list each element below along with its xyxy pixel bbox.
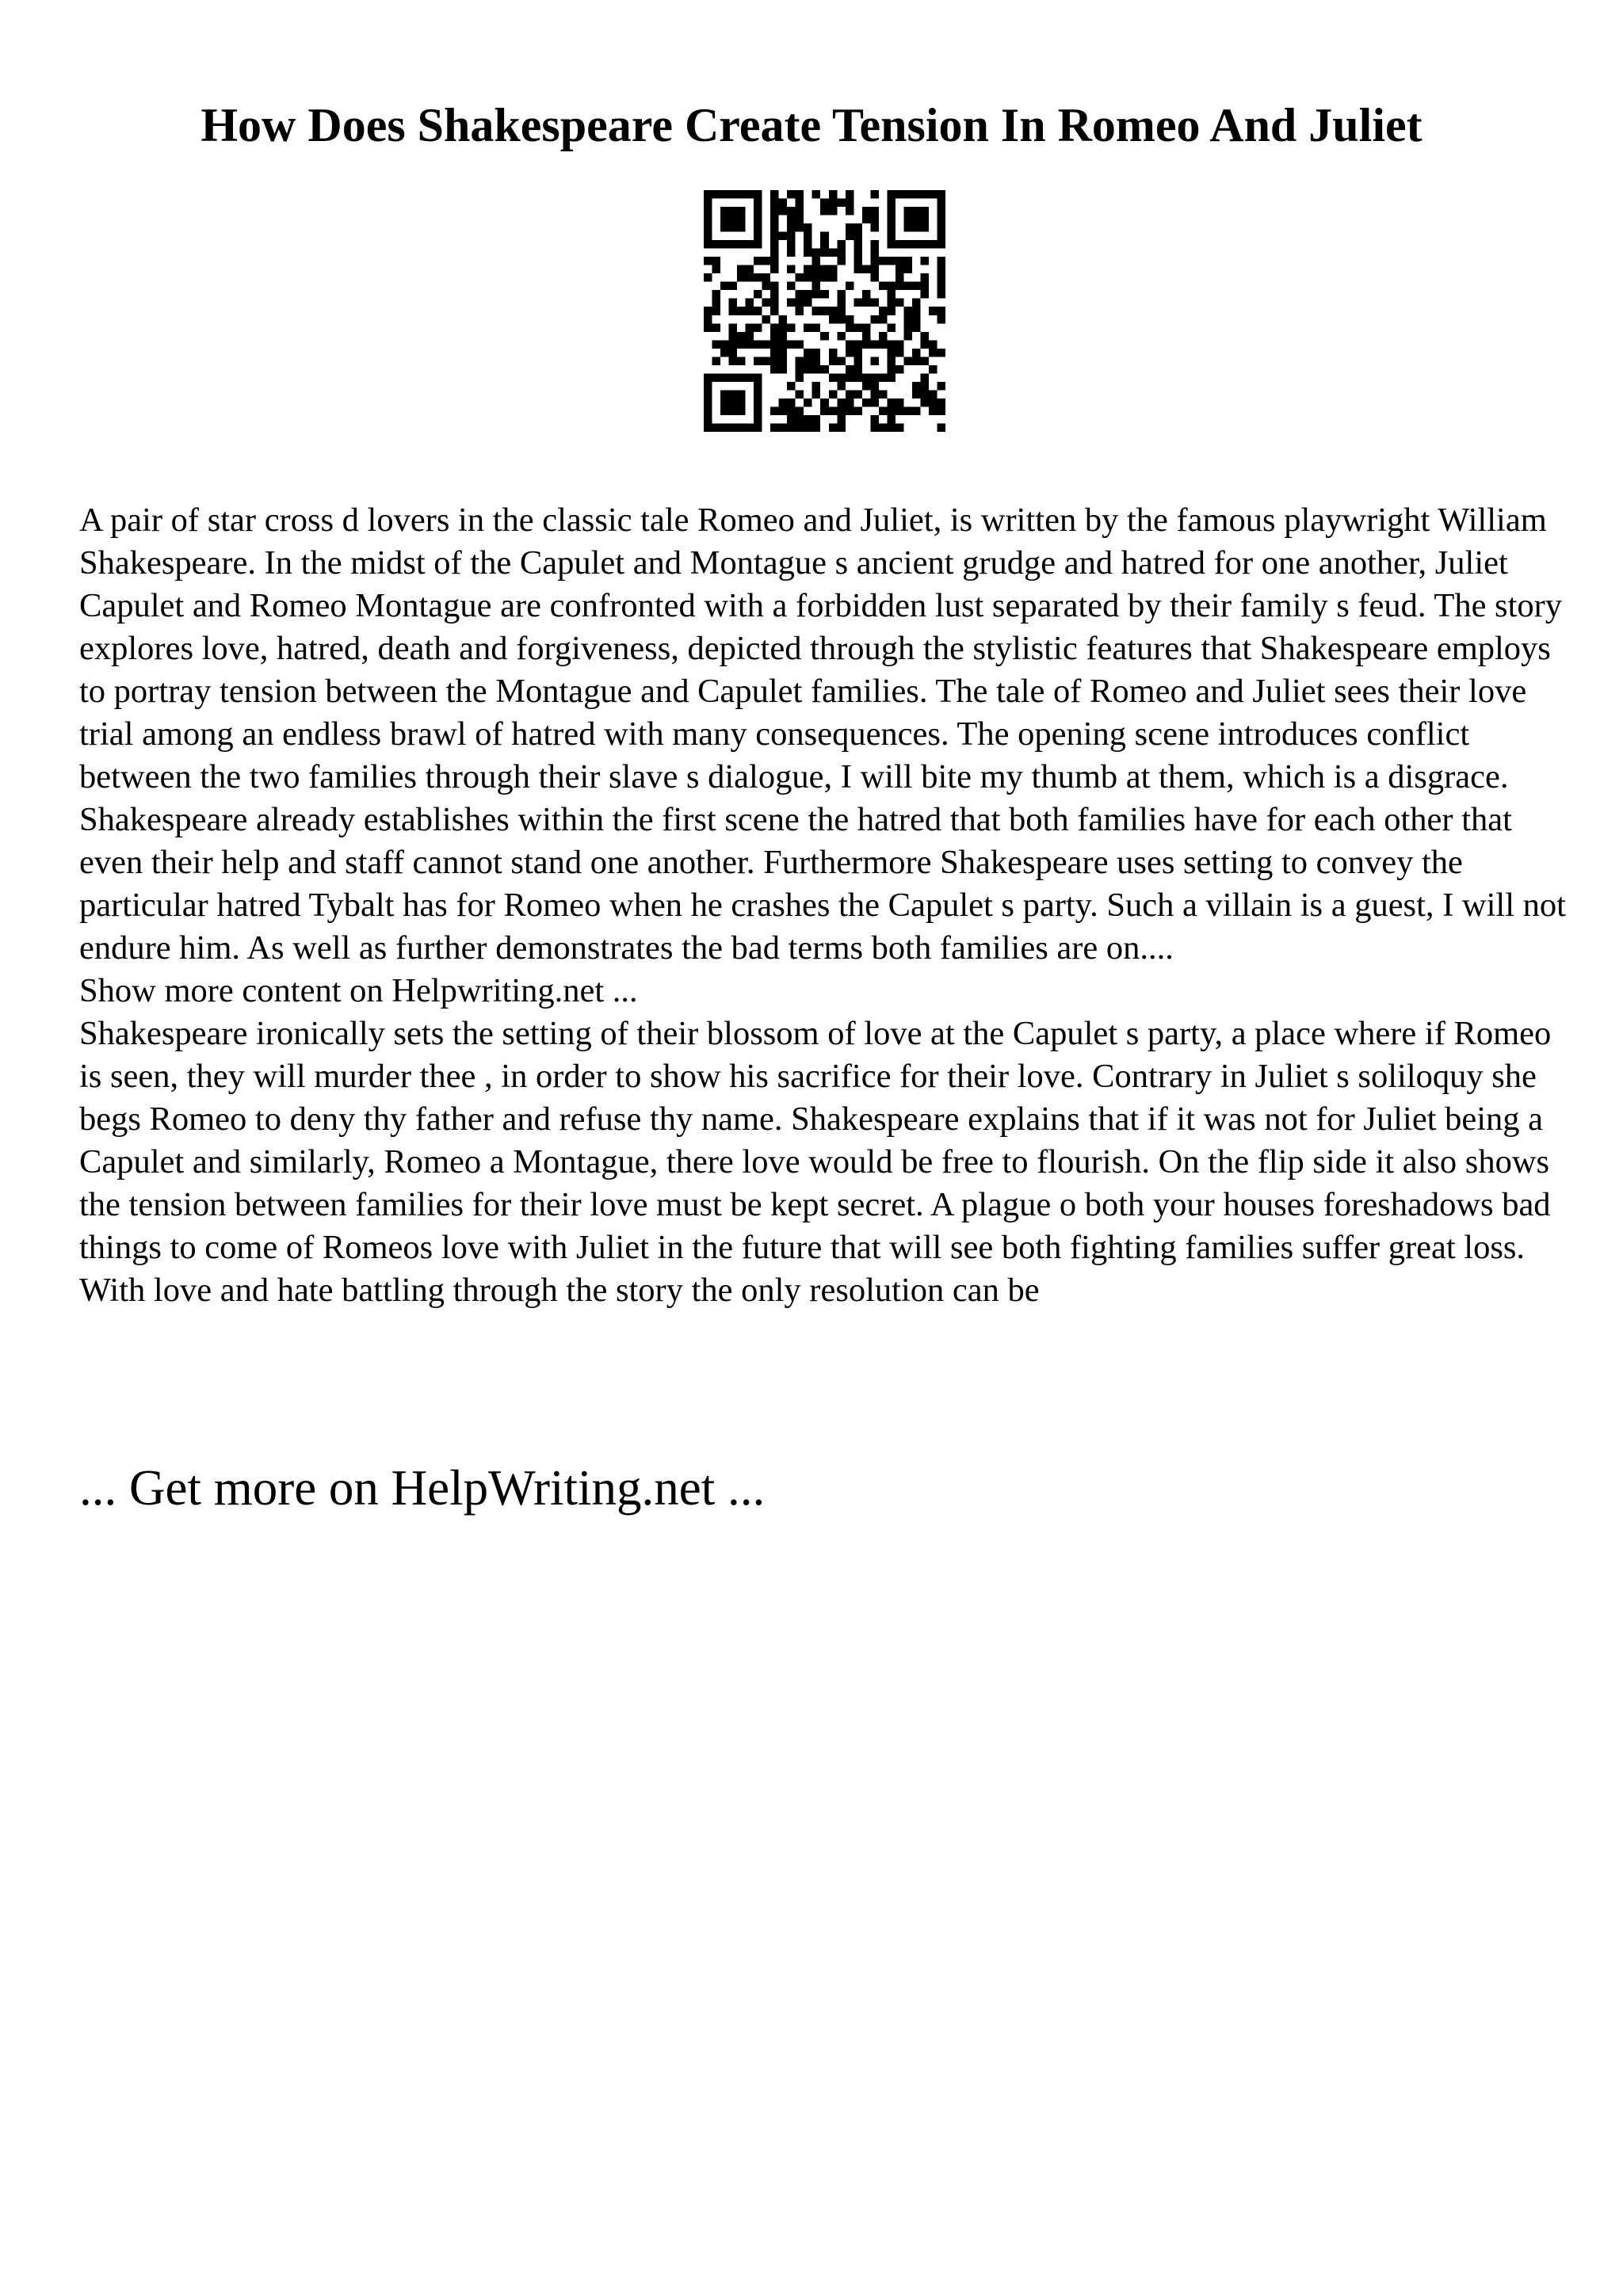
body-paragraph: Shakespeare ironically sets the setting of their blossom of love at the Capulet s party, a place where if Romeo is seen, they will murder thee , in order to show his sacrifice for their love. Contrary in Juliet s soliloquy she begs Romeo to deny thy father and refuse thy name. Shakespeare explains that if it was not for Juliet being a Capulet and similarly, Romeo a Montague, there love would be free to flourish. On the flip side it also shows the tension between families for their love must be kept secret. A plague o both your houses foreshadows bad things to come of Romeos love with Juliet in the future that will see both fighting families suffer great loss. With love and hate battling through the story the only resolution can be (79, 1015, 1552, 1309)
document-title: How Does Shakespeare Create Tension In Romeo And Juliet (200, 99, 1423, 151)
body-paragraph: A pair of star cross d lovers in the classic tale Romeo and Juliet, is written by the famous playwright William Shakespeare. In the midst of the Capulet and Montague s ancient grudge and hatred for one another, Juliet Capulet and Romeo Montague are confronted with a forbidden lust separated by their family s feud. The story explores love, hatred, death and forgiveness, depicted through the stylistic features that Shakespeare employs to portray tension between the Montague and Capulet families. The tale of Romeo and Juliet sees their love trial among an endless brawl of hatred with many consequences. The opening scene introduces conflict between the two families through their slave s dialogue, I will bite my thumb at them, which is a disgrace. Shakespeare already establishes within the first scene the hatred that both families have for each other that even their help and staff cannot stand one another. Furthermore Shakespeare uses setting to convey the particular hatred Tybalt has for Romeo when he crashes the Capulet s party. Such a villain is a guest, I will not endure him. As well as further demonstrates the bad terms both families are on.... (79, 502, 1566, 967)
show-more-link[interactable]: Show more content on Helpwriting.net ... (79, 972, 638, 1009)
document-body (79, 499, 1569, 1312)
qr-code-icon (704, 190, 945, 432)
get-more-link[interactable]: ... Get more on HelpWriting.net ... (79, 1460, 766, 1516)
